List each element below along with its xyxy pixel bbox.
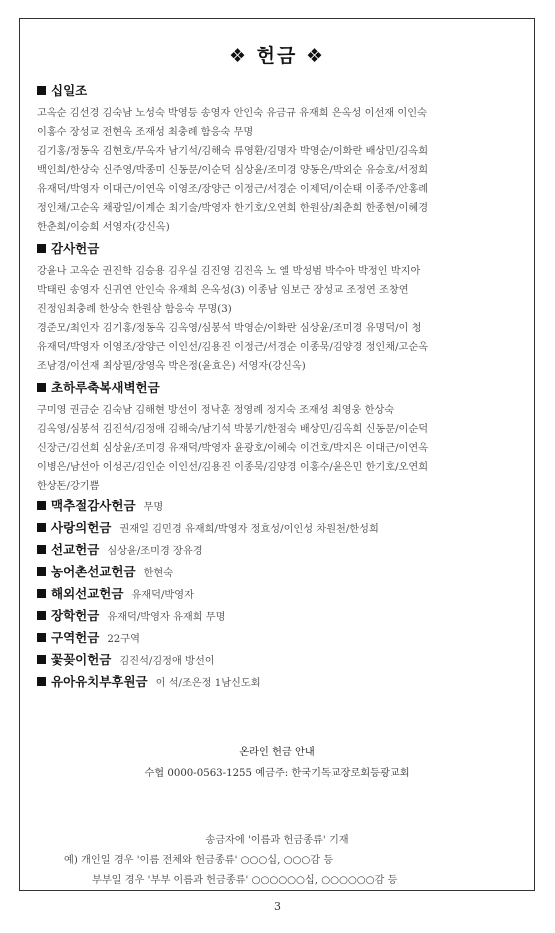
section-names: 심상윤/조미경 장유경: [107, 546, 203, 557]
section-harvest-thanks: [37, 496, 522, 518]
square-bullet-icon: [37, 677, 46, 686]
name-line: 신장근/김선희 심상윤/조미경 유재덕/박영자 윤광호/이혜숙 이건호/박지은 이대근/이연옥: [37, 443, 429, 454]
name-line: 조남경/이선재 최상필/장영옥 박은정(윤효은) 서영자(강신옥): [37, 361, 306, 372]
name-line: 한상돈/강기쁨: [37, 481, 100, 492]
page-title: ❖ 헌금 ❖: [228, 45, 325, 67]
online-offering-notice: [20, 742, 534, 784]
section-title: 유아유치부후원금: [51, 674, 148, 689]
square-bullet-icon: [37, 86, 46, 95]
square-bullet-icon: [37, 655, 46, 664]
square-bullet-icon: [37, 244, 46, 253]
section-title: 꽃꽂이헌금: [51, 652, 112, 667]
section-title: 맥추절감사헌금: [51, 498, 136, 513]
name-line: 이홍수 장성교 전현옥 조재성 최충례 함응숙 무명: [37, 127, 254, 138]
section-title: 장학헌금: [51, 608, 100, 623]
section-title: 초하루축복새벽헌금: [51, 380, 160, 395]
name-line: 경준모/최인자 김기홍/정동옥 김옥영/심봉석 박영순/이화란 심상윤/조미경 유명덕/이 청: [37, 323, 422, 334]
section-rural-mission: [37, 562, 522, 584]
section-names: 22구역: [107, 634, 140, 645]
square-bullet-icon: [37, 501, 46, 510]
section-love-offering: [37, 518, 522, 540]
bank-account: 수협 0000-0563-1255 예금주: 한국기독교장로회등광교회: [144, 768, 410, 779]
square-bullet-icon: [37, 633, 46, 642]
name-line: 김옥영/심봉석 김진석/김정애 김해숙/남기석 박봉기/한점숙 배상민/김옥희 신동문/이순덕: [37, 424, 429, 435]
notice-instructions: [20, 831, 534, 891]
square-bullet-icon: [37, 567, 46, 576]
example-couple: 부부일 경우 '부부 이름과 헌금종류' ○○○○○○십, ○○○○○○감 등: [92, 875, 398, 886]
page-number: 3: [274, 900, 281, 913]
section-title: 감사헌금: [51, 241, 100, 256]
notice-title: 온라인 헌금 안내: [239, 747, 315, 758]
name-line: 정인채/고순옥 채광일/이계순 최기술/박영자 한기호/오연희 한원삼/최춘희 한종현/이혜경: [37, 203, 429, 214]
section-names: 김진석/김정애 방선이: [119, 656, 215, 667]
section-title: 선교헌금: [51, 542, 100, 557]
section-heading-tithe: [37, 82, 522, 100]
square-bullet-icon: [37, 589, 46, 598]
square-bullet-icon: [37, 383, 46, 392]
square-bullet-icon: [37, 523, 46, 532]
section-title: 십일조: [51, 83, 88, 98]
name-line: 고옥순 김선경 김숙남 노성숙 박영등 송영자 안인숙 유금규 유재희 은옥성 이선재 이인숙: [37, 108, 427, 119]
square-bullet-icon: [37, 545, 46, 554]
instruction-line: 송금자에 '이름과 헌금종류' 기재: [205, 835, 349, 846]
name-line: 이병은/남선아 이성곤/김인순 이인선/김용진 이종묵/김양경 이홍수/윤은민 한기호/오연희: [37, 462, 429, 473]
section-heading-thanks: [37, 240, 522, 258]
name-line: 구미영 권금순 김숙남 김해현 방선이 정낙훈 정영례 정지숙 조재성 최영웅 한상숙: [37, 405, 395, 416]
section-names: 유재덕/박영자: [131, 590, 194, 601]
section-title: 사랑의헌금: [51, 520, 112, 535]
section-mission-offering: [37, 540, 522, 562]
section-heading-dawn-prayer: [37, 379, 522, 397]
section-title: 구역헌금: [51, 630, 100, 645]
offering-page-frame: [19, 18, 535, 891]
name-line: 강윤나 고옥순 권진학 김승용 김우실 김진영 김진옥 노 엘 박성범 박수아 박정인 박지아: [37, 266, 421, 277]
name-line: 유재덕/박영자 이대근/이연옥 이영조/장양근 이정근/서경순 이제덕/이순태 이종주/안홍례: [37, 184, 429, 195]
name-line: 백인희/한상숙 신주영/박종미 신동문/이순덕 심상윤/조미경 양동은/박외순 유승호/서정희: [37, 165, 429, 176]
section-names: 권재일 김민경 유재희/박영자 정효성/이인성 차원천/한성희: [119, 524, 379, 535]
name-line: 진정임최충례 한상숙 한원삼 함응숙 무명(3): [37, 304, 232, 315]
section-scholarship: [37, 606, 522, 628]
section-title: 해외선교헌금: [51, 586, 124, 601]
section-names: 무명: [143, 502, 164, 513]
name-line: 박태린 송영자 신귀연 안인숙 유재희 은옥성(3) 이종남 임보근 장성교 조정연 조창연: [37, 285, 409, 296]
offering-list: [37, 79, 522, 694]
section-district-offering: [37, 628, 522, 650]
square-bullet-icon: [37, 611, 46, 620]
section-names: 한현숙: [143, 568, 174, 579]
name-line: 김기홍/정동옥 김현호/무옥자 남기석/김해숙 류영환/김명자 박영순/이화란 배상민/김옥희: [37, 146, 429, 157]
section-kids-support: [37, 672, 522, 694]
name-line: 유재덕/박영자 이영조/장양근 이인선/김용진 이정근/서경순 이종묵/김양경 정인채/고순옥: [37, 342, 429, 353]
section-title: 농어촌선교헌금: [51, 564, 136, 579]
section-names: 유재덕/박영자 유재희 무명: [107, 612, 226, 623]
section-names: 이 석/조은정 1남신도회: [155, 678, 261, 689]
example-individual: 예) 개인일 경우 '이름 전체와 헌금종류' ○○○십, ○○○감 등: [64, 855, 334, 866]
name-line: 한춘희/이승희 서영자(강신옥): [37, 222, 170, 233]
section-overseas-mission: [37, 584, 522, 606]
section-flower-offering: [37, 650, 522, 672]
